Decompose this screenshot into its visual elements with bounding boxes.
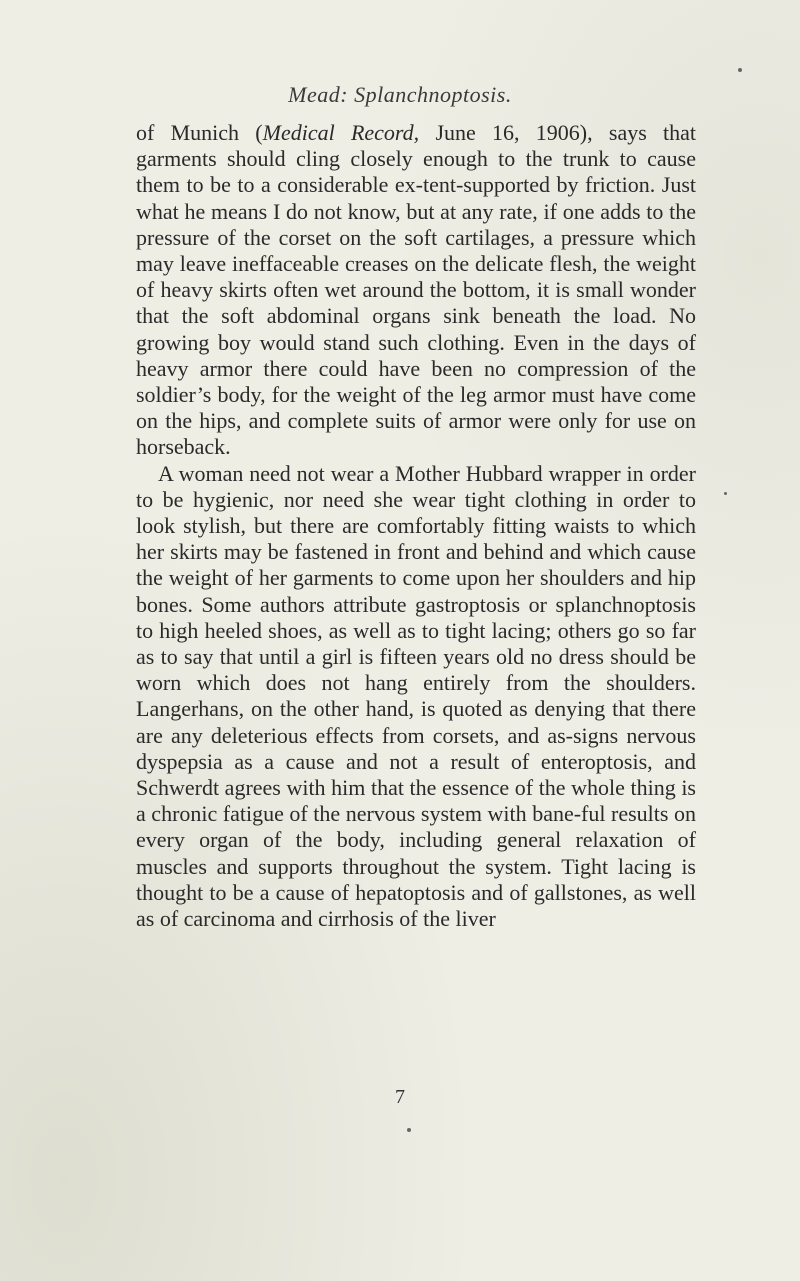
- page-number: 7: [395, 1086, 405, 1108]
- paragraph-1: [136, 120, 696, 461]
- paper-speck: [407, 1128, 411, 1132]
- journal-title: Medical Record,: [262, 120, 420, 145]
- paragraph-2: [136, 461, 696, 933]
- running-head: Mead: Splanchnoptosis.: [288, 82, 512, 107]
- paragraph-1-text-a: of Munich (: [136, 120, 263, 145]
- body-text: [136, 120, 696, 932]
- paper-speck: [738, 68, 742, 72]
- paragraph-1-text-b: June 16, 1906), says that garments should cling closely enough to the trunk to cause them to be to a considerable ex-tent-supported by friction. Just what he means I do not know, but at any rate, if one adds to the pressure of the corset on the soft cartilages, a pressure which may leave ineffaceable creases on the delicate flesh, the weight of heavy skirts often wet around the bottom, it is small wonder that the soft abdominal organs sink beneath the load. No growing boy would stand such clothing. Even in the days of heavy armor there could have been no compression of the soldier’s body, for the weight of the leg armor must have come on the hips, and complete suits of armor were only for use on horseback.: [136, 120, 697, 460]
- paragraph-2-text: A woman need not wear a Mother Hubbard wrapper in order to be hygienic, nor need she wear tight clothing in order to look stylish, but there are comfortably fitting waists to which her skirts may be fastened in front and behind and which cause the weight of her garments to come upon her shoulders and hip bones. Some authors attribute gastroptosis or splanchnoptosis to high heeled shoes, as well as to tight lacing; others go so far as to say that until a girl is fifteen years old no dress should be worn which does not hang entirely from the shoulders. Langerhans, on the other hand, is quoted as denying that there are any deleterious effects from corsets, and as-signs nervous dyspepsia as a cause and not a result of enteroptosis, and Schwerdt agrees with him that the essence of the whole thing is a chronic fatigue of the nervous system with bane-ful results on every organ of the body, including general relaxation of muscles and supports throughout the system. Tight lacing is thought to be a cause of hepatoptosis and of gallstones, as well as of carcinoma and cirrhosis of the liver: [136, 460, 696, 932]
- paper-speck: [724, 492, 727, 495]
